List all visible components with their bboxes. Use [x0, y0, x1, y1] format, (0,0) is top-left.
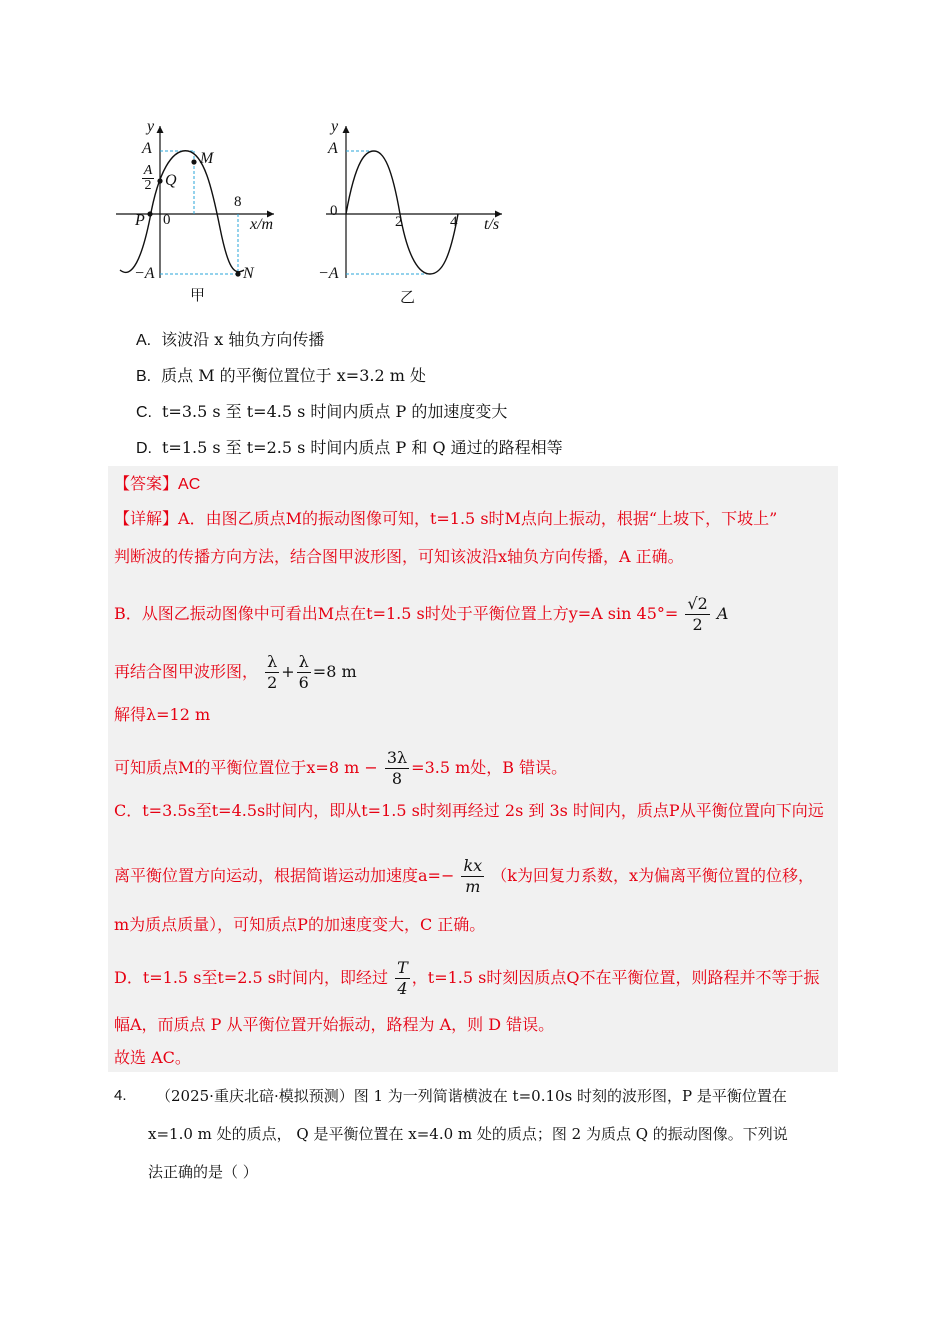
jia-nega-label: −A [134, 265, 155, 282]
detail-d-line1: D．t=1.5 s至t=2.5 s时间内，即经过 $\frac{T}{4}$ ，t=1.5 s时刻因质点Q不在平衡位置，则路程并不等于振 [114, 958, 820, 998]
detail-c-line1: C．t=3.5s至t=4.5s时间内，即从t=1.5 s时刻再经过 2s 到 3s 时间内，质点P从平衡位置向下向远 [114, 801, 824, 820]
detail-tag: 【详解】 [114, 509, 179, 528]
jia-m-label: M [200, 150, 214, 167]
detail-c-line3: m为质点质量），可知质点P的加速度变大，C 正确。 [114, 915, 486, 934]
detail-b-line3: 解得λ=12 m [114, 705, 211, 724]
point-m [191, 159, 196, 164]
detail-d-line2: 幅A，而质点 P 从平衡位置开始振动，路程为 A，则 D 错误。 [114, 1015, 555, 1034]
detail-a-line1: 【详解】A．由图乙质点M的振动图像可知，t=1.5 s时M点向上振动，根据“上坡下，下坡上” [114, 509, 778, 528]
conclusion: 故选 AC。 [114, 1048, 191, 1067]
option-a: A. 该波沿 x 轴负方向传播 [136, 330, 325, 349]
point-n [235, 271, 240, 276]
detail-b-line4: 可知质点M的平衡位置位于x=8 m − $\frac{3\lambda}{8}$ =3.5 m处，B 错误。 [114, 748, 568, 788]
question-4-number: 4. [114, 1087, 127, 1104]
jia-q-label: Q [165, 172, 177, 189]
yi-a-label: A [328, 140, 338, 157]
jia-n-label: N [243, 265, 254, 282]
detail-c-line2: 离平衡位置方向运动，根据简谐运动加速度a=− $\frac{kx}{m}$ （k为回复力系数，x为偏离平衡位置的位移， [114, 856, 814, 896]
point-p [147, 211, 152, 216]
jia-x-label: x/m [250, 216, 274, 233]
yi-y-label: y [331, 118, 339, 135]
vibration-graph-yi [312, 118, 512, 308]
answer-value: AC [178, 476, 201, 493]
detail-b-line2: 再结合图甲波形图， $\frac{\lambda}{2}$ + $\frac{\lambda}{6}$ =8 m [114, 652, 357, 692]
yi-2-label: 2 [395, 214, 403, 230]
yi-4-label: 4 [450, 214, 458, 230]
jia-zero-label: 0 [163, 212, 171, 228]
vibration-curve [346, 151, 458, 274]
option-c: C. t=3.5 s 至 t=4.5 s 时间内质点 P 的加速度变大 [136, 402, 508, 421]
answer-tag: 【答案】 [114, 474, 179, 493]
jia-caption: 甲 [190, 286, 206, 304]
jia-8-label: 8 [234, 194, 242, 210]
yi-t-label: t/s [484, 216, 500, 233]
point-q [157, 178, 162, 183]
question-4-line3: 法正确的是（ ） [148, 1163, 258, 1181]
jia-y-label: y [147, 118, 155, 135]
yi-zero-label: 0 [330, 203, 338, 219]
jia-a2-label: A 2 [143, 163, 153, 193]
yi-nega-label: −A [318, 265, 339, 282]
answer-line [114, 473, 200, 496]
option-b: B. 质点 M 的平衡位置位于 x=3.2 m 处 [136, 366, 426, 385]
question-4-line2: x=1.0 m 处的质点， Q 是平衡位置在 x=4.0 m 处的质点；图 2 为质点 Q 的振动图像。下列说 [148, 1125, 788, 1143]
yi-caption: 乙 [400, 288, 416, 306]
detail-a-line2: 判断波的传播方向方法，结合图甲波形图，可知该波沿x轴负方向传播，A 正确。 [114, 547, 684, 566]
detail-b-line1: B．从图乙振动图像中可看出M点在t=1.5 s时处于平衡位置上方y=A sin 45°= $\frac{√2}{2}$ A [114, 594, 729, 634]
question-4-line1: （2025·重庆北碚·模拟预测）图 1 为一列简谐横波在 t=0.10s 时刻的波形图，P 是平衡位置在 [156, 1087, 787, 1105]
jia-p-label: P [135, 212, 145, 229]
option-d: D. t=1.5 s 至 t=2.5 s 时间内质点 P 和 Q 通过的路程相等 [136, 438, 563, 457]
jia-a-label: A [142, 140, 152, 157]
